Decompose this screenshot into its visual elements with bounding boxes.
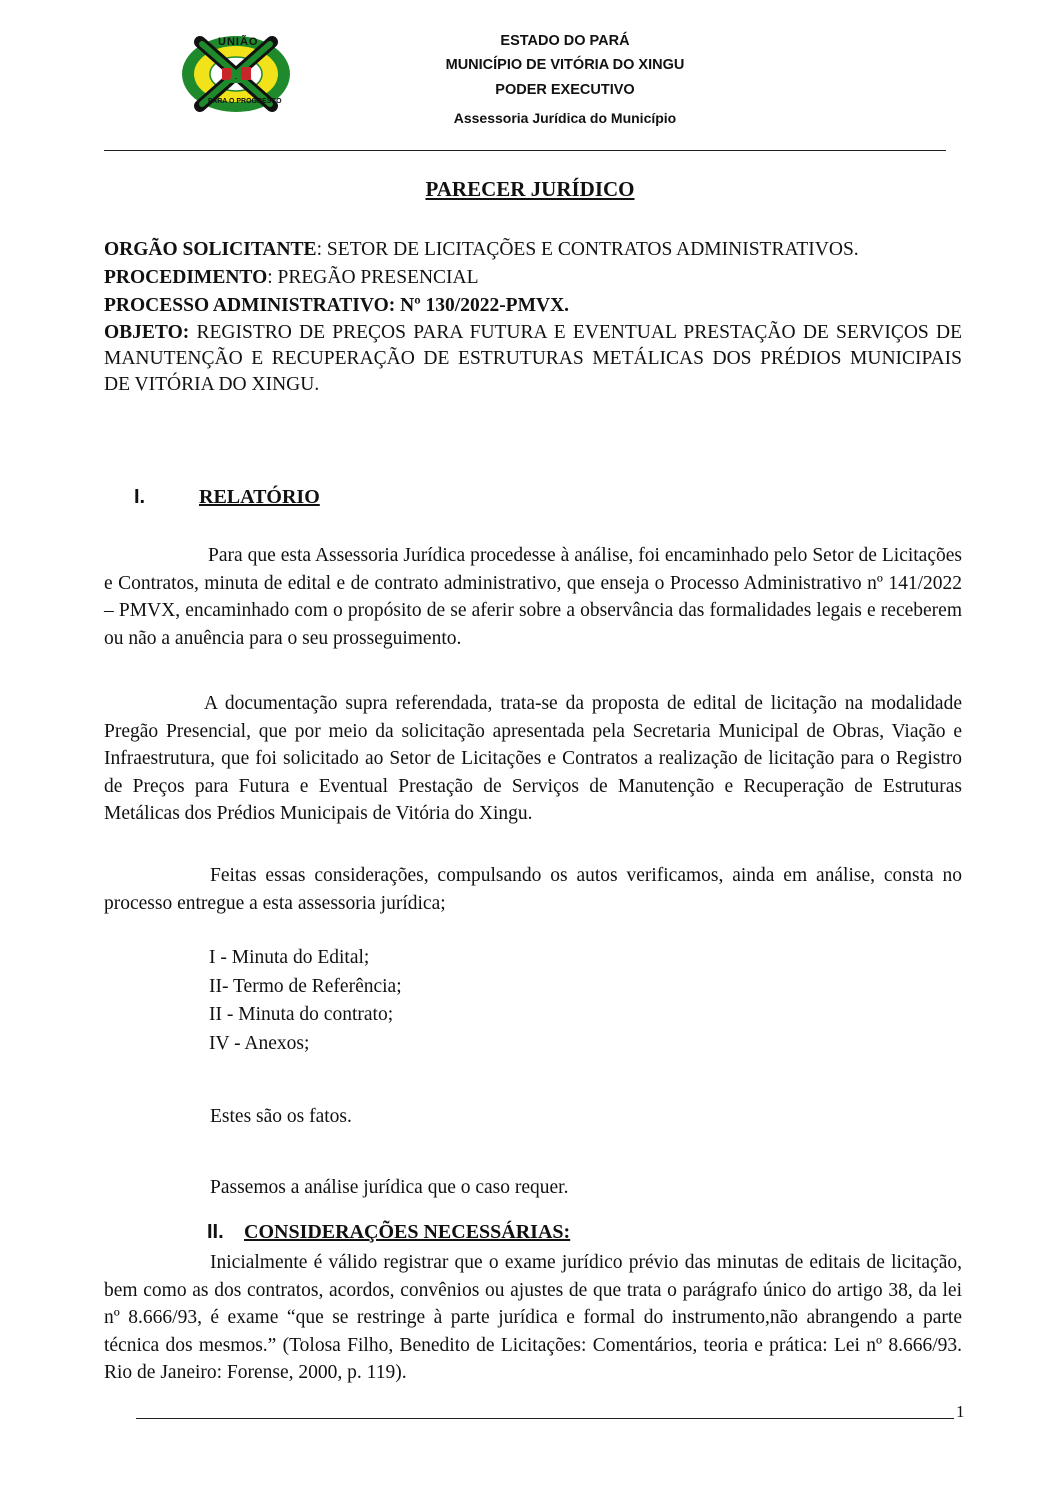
header-divider — [104, 150, 946, 151]
processo-label: PROCESSO ADMINISTRATIVO: Nº 130/2022-PMVX. — [104, 295, 570, 316]
municipality-logo — [180, 34, 292, 114]
processo-administrativo — [104, 292, 964, 319]
list-item: I - Minuta do Edital; — [209, 947, 370, 968]
orgao-solicitante — [104, 236, 964, 263]
orgao-label: ORGÃO SOLICITANTE — [104, 239, 317, 260]
header-department: Assessoria Jurídica do Município — [453, 110, 677, 126]
procedimento-label: PROCEDIMENTO — [104, 267, 268, 288]
header-municipality: MUNICÍPIO DE VITÓRIA DO XINGU — [445, 57, 685, 73]
document-title: PARECER JURÍDICO — [425, 177, 635, 201]
section-1-paragraph-2: A documentação supra referendada, trata-se da proposta de edital de licitação na modalidade Pregão Presencial, que por meio da solicitação apresentada pela Secretaria Municipal de Obras, Viação e Infraestrutura, que foi solicitado ao Setor de Licitações e Contratos a realização de licitação para o Registro de Preços para Futura e Eventual Prestação de Serviços de Manutenção e Recuperação de Estruturas Metálicas dos Prédios Municipais de Vitória do Xingu. — [104, 693, 962, 824]
documents-list — [209, 944, 402, 1058]
objeto — [104, 320, 962, 398]
section-2-title: CONSIDERAÇÕES NECESSÁRIAS: — [244, 1221, 571, 1243]
objeto-value: REGISTRO DE PREÇOS PARA FUTURA E EVENTUAL PRESTAÇÃO DE SERVIÇOS DE MANUTENÇÃO E RECUPERAÇÃO DE ESTRUTURAS METÁLICAS DOS PRÉDIOS MUNICIPAIS DE VITÓRIA DO XINGU. — [104, 322, 962, 395]
list-item: IV - Anexos; — [209, 1032, 310, 1054]
logo-top-text: UNIÃO — [218, 36, 259, 48]
header-state: ESTADO DO PARÁ — [500, 33, 630, 49]
section-1-analysis: Passemos a análise jurídica que o caso requer. — [210, 1177, 569, 1198]
orgao-value: : SETOR DE LICITAÇÕES E CONTRATOS ADMINISTRATIVOS. — [316, 239, 859, 260]
procedimento-value: : PREGÃO PRESENCIAL — [267, 267, 479, 288]
objeto-label: OBJETO: — [104, 322, 190, 343]
section-1-title: RELATÓRIO — [199, 486, 320, 508]
footer-divider — [136, 1418, 954, 1419]
section-1-number: I. — [134, 486, 146, 508]
section-2-number: II. — [207, 1221, 224, 1243]
list-item: II - Minuta do contrato; — [209, 1004, 394, 1025]
header-power: PODER EXECUTIVO — [495, 82, 635, 98]
list-item: II- Termo de Referência; — [209, 975, 402, 997]
section-2-paragraph-1: Inicialmente é válido registrar que o exame jurídico prévio das minutas de editais de licitação, bem como as dos contratos, acordos, convênios ou ajustes de que trata o parágrafo único do artigo 38, da lei nº 8.666/93, é exame “que se restringe à parte jurídica e formal do instrumento,não abrangendo a parte técnica dos mesmos.” (Tolosa Filho, Benedito de Licitações: Comentários, teoria e prática: Lei nº 8.666/93. Rio de Janeiro: Forense, 2000, p. 119). — [104, 1252, 962, 1383]
logo-side-text: PARA O PROGRESSO — [208, 98, 282, 105]
section-1-paragraph-1: Para que esta Assessoria Jurídica procedesse à análise, foi encaminhado pelo Setor de Licitações e Contratos, minuta de edital e de contrato administrativo, que enseja o Processo Administrativo nº 141/2022 – PMVX, encaminhado com o propósito de se aferir sobre a observância das formalidades legais e receberem ou não a anuência para o seu prosseguimento. — [104, 545, 962, 649]
section-1-facts: Estes são os fatos. — [210, 1106, 352, 1127]
procedimento — [104, 264, 964, 291]
section-1-paragraph-3: Feitas essas considerações, compulsando os autos verificamos, ainda em análise, consta no processo entregue a esta assessoria jurídica; — [104, 865, 962, 914]
page-number: 1 — [956, 1402, 965, 1421]
